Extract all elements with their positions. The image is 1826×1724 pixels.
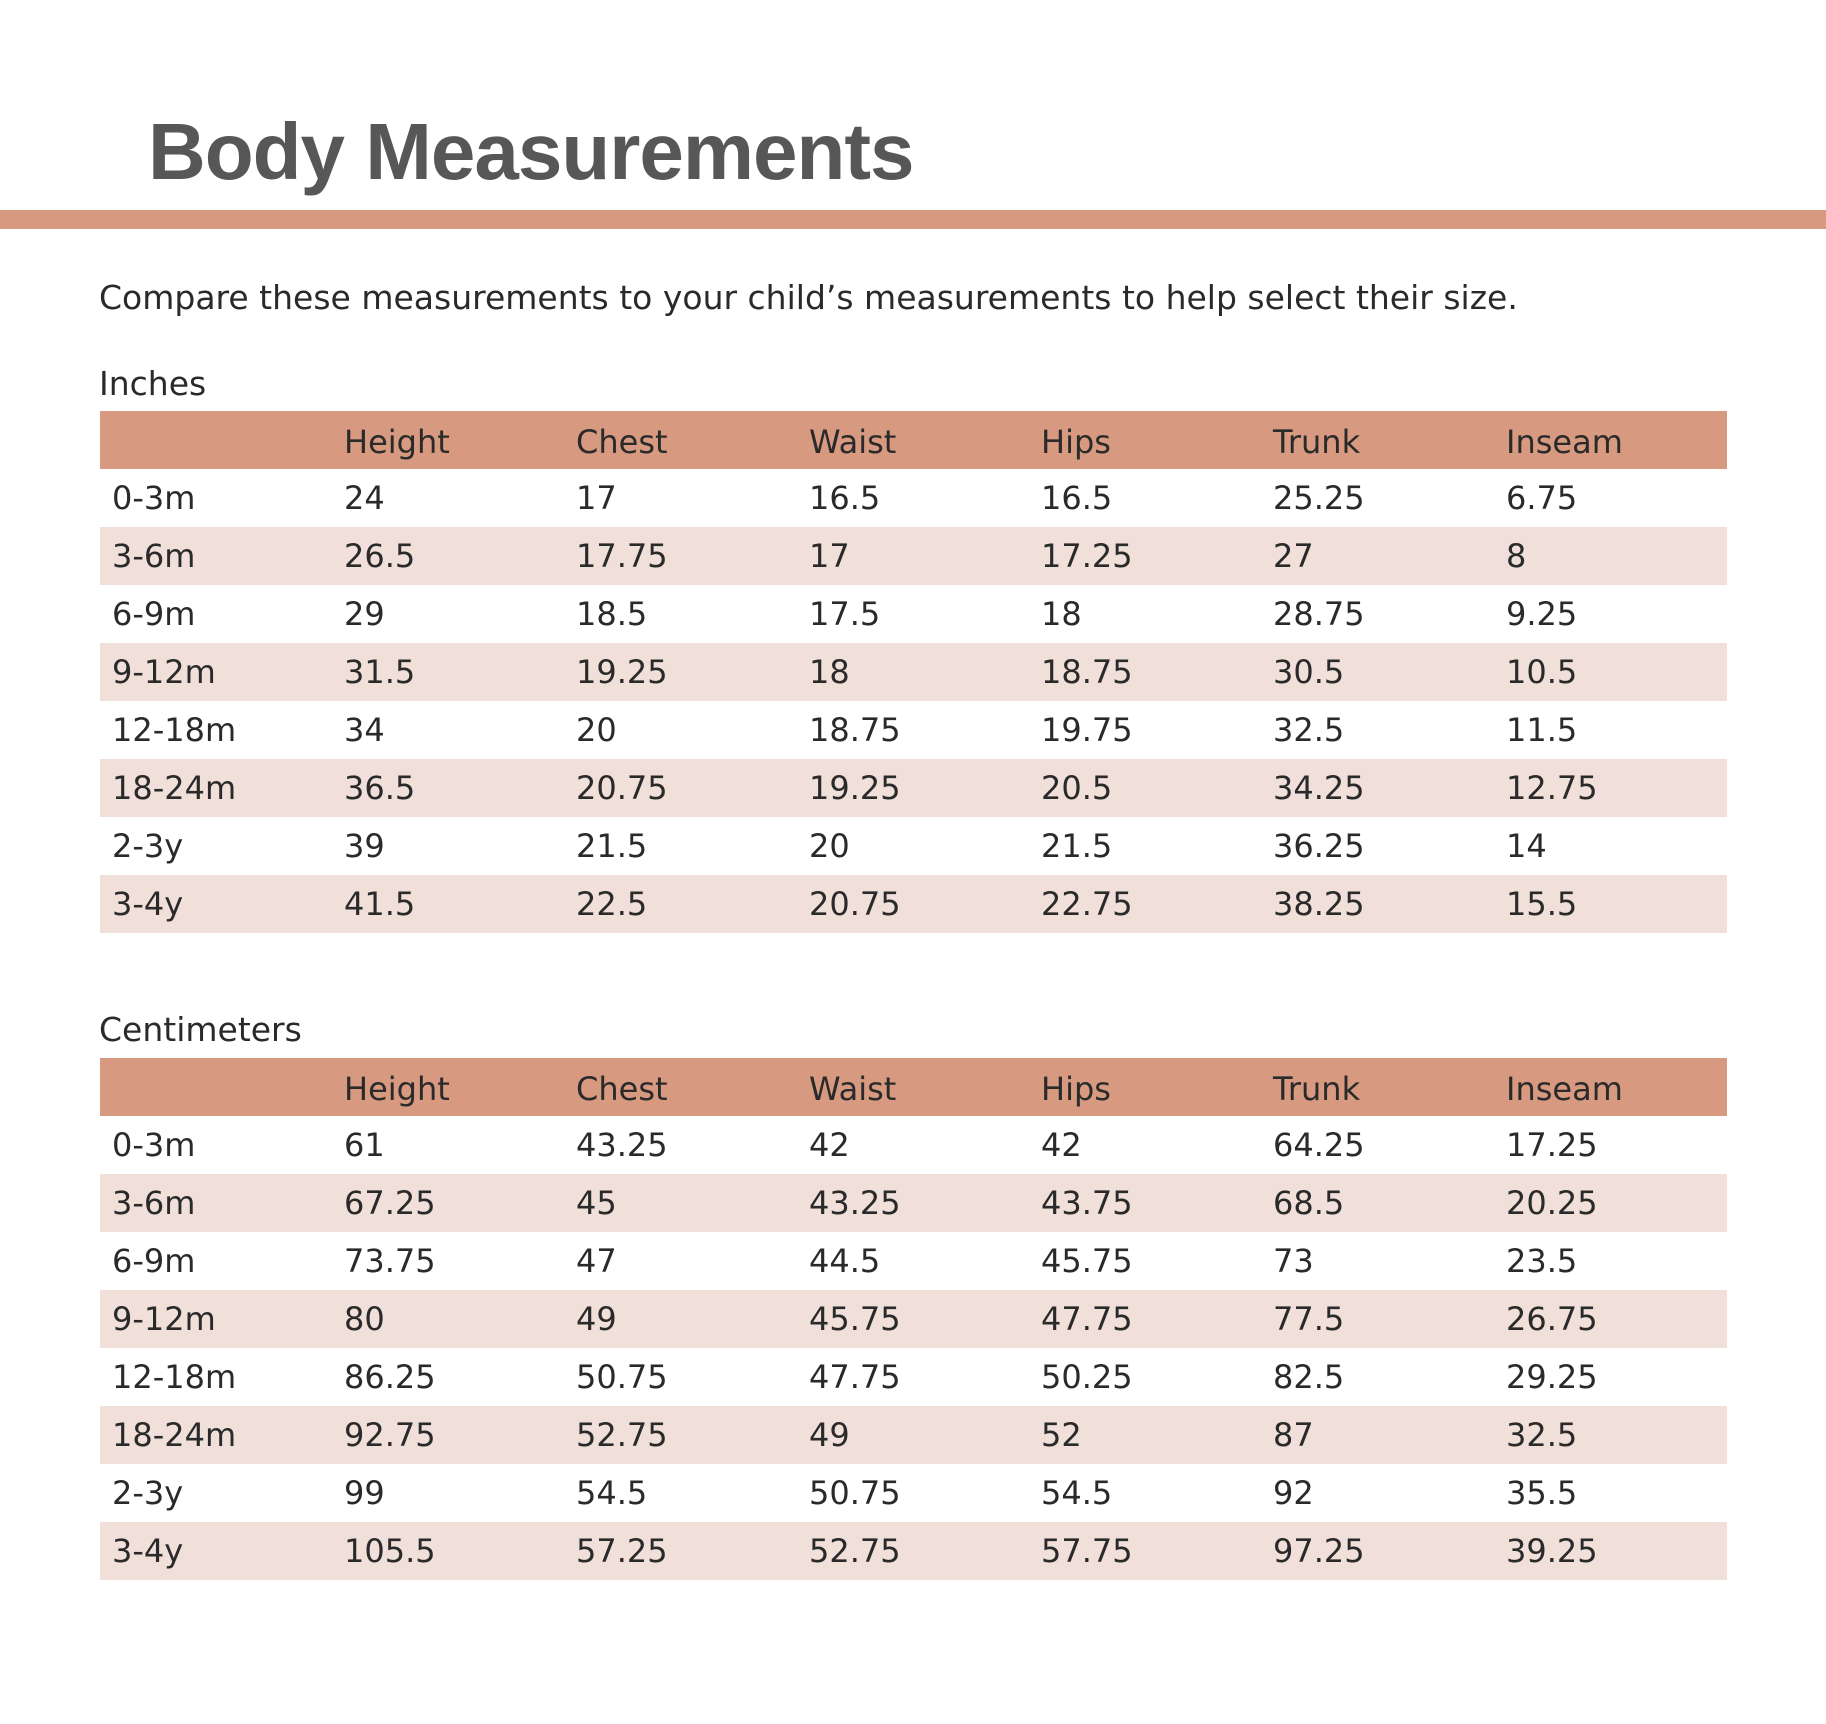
cell-inseam: 26.75 (1506, 1300, 1598, 1338)
cell-size: 18-24m (112, 1416, 237, 1454)
centimeters-table-body (100, 1116, 1727, 1580)
cell-height: 99 (344, 1474, 385, 1512)
cell-chest: 22.5 (576, 885, 648, 923)
cell-hips: 45.75 (1041, 1242, 1133, 1280)
inches-table-body (100, 469, 1727, 933)
cell-waist: 16.5 (809, 479, 881, 517)
table-row (100, 875, 1727, 933)
table-row (100, 1348, 1727, 1406)
cell-hips: 20.5 (1041, 769, 1113, 807)
cell-trunk: 32.5 (1273, 711, 1345, 749)
header-trunk: Trunk (1273, 423, 1361, 461)
cell-size: 12-18m (112, 711, 237, 749)
cell-inseam: 17.25 (1506, 1126, 1598, 1164)
cell-trunk: 92 (1273, 1474, 1314, 1512)
cell-trunk: 77.5 (1273, 1300, 1345, 1338)
cell-hips: 16.5 (1041, 479, 1113, 517)
cell-inseam: 12.75 (1506, 769, 1598, 807)
cell-size: 3-4y (112, 1532, 184, 1570)
cell-chest: 45 (576, 1184, 617, 1222)
table-row (100, 701, 1727, 759)
cell-hips: 17.25 (1041, 537, 1133, 575)
table-row (100, 1174, 1727, 1232)
cell-chest: 52.75 (576, 1416, 668, 1454)
centimeters-table (100, 1058, 1727, 1580)
cell-inseam: 11.5 (1506, 711, 1578, 749)
cell-inseam: 10.5 (1506, 653, 1578, 691)
cell-inseam: 15.5 (1506, 885, 1578, 923)
cell-trunk: 97.25 (1273, 1532, 1365, 1570)
cell-height: 26.5 (344, 537, 416, 575)
centimeters-label: Centimeters (99, 1010, 302, 1049)
table-row (100, 1406, 1727, 1464)
header-height: Height (344, 423, 450, 461)
cell-inseam: 20.25 (1506, 1184, 1598, 1222)
cell-waist: 49 (809, 1416, 850, 1454)
cell-waist: 45.75 (809, 1300, 901, 1338)
cell-chest: 43.25 (576, 1126, 668, 1164)
cell-waist: 47.75 (809, 1358, 901, 1396)
header-waist: Waist (809, 1070, 897, 1108)
header-height: Height (344, 1070, 450, 1108)
cell-hips: 21.5 (1041, 827, 1113, 865)
table-row (100, 759, 1727, 817)
cell-height: 67.25 (344, 1184, 436, 1222)
cell-inseam: 9.25 (1506, 595, 1578, 633)
cell-size: 18-24m (112, 769, 237, 807)
cell-waist: 17 (809, 537, 850, 575)
header-trunk: Trunk (1273, 1070, 1361, 1108)
cell-chest: 50.75 (576, 1358, 668, 1396)
cell-chest: 20 (576, 711, 617, 749)
cell-trunk: 87 (1273, 1416, 1314, 1454)
cell-waist: 19.25 (809, 769, 901, 807)
inches-table (100, 411, 1727, 933)
cell-size: 9-12m (112, 653, 216, 691)
cell-height: 86.25 (344, 1358, 436, 1396)
cell-height: 80 (344, 1300, 385, 1338)
cell-waist: 18 (809, 653, 850, 691)
cell-chest: 18.5 (576, 595, 648, 633)
table-row (100, 1522, 1727, 1580)
cell-inseam: 8 (1506, 537, 1527, 575)
centimeters-header-row (100, 1058, 1727, 1116)
cell-inseam: 32.5 (1506, 1416, 1578, 1454)
table-row (100, 1232, 1727, 1290)
cell-inseam: 14 (1506, 827, 1547, 865)
cell-trunk: 82.5 (1273, 1358, 1345, 1396)
cell-chest: 21.5 (576, 827, 648, 865)
header-hips: Hips (1041, 423, 1111, 461)
table-row (100, 1116, 1727, 1174)
cell-chest: 57.25 (576, 1532, 668, 1570)
cell-trunk: 25.25 (1273, 479, 1365, 517)
table-row (100, 643, 1727, 701)
cell-height: 61 (344, 1126, 385, 1164)
table-row (100, 469, 1727, 527)
cell-hips: 18 (1041, 595, 1082, 633)
cell-trunk: 27 (1273, 537, 1314, 575)
cell-waist: 20.75 (809, 885, 901, 923)
header-waist: Waist (809, 423, 897, 461)
cell-hips: 57.75 (1041, 1532, 1133, 1570)
cell-size: 3-6m (112, 537, 196, 575)
cell-size: 0-3m (112, 479, 196, 517)
cell-trunk: 64.25 (1273, 1126, 1365, 1164)
cell-waist: 20 (809, 827, 850, 865)
cell-inseam: 39.25 (1506, 1532, 1598, 1570)
table-row (100, 527, 1727, 585)
cell-waist: 18.75 (809, 711, 901, 749)
cell-size: 6-9m (112, 1242, 196, 1280)
cell-inseam: 23.5 (1506, 1242, 1578, 1280)
cell-waist: 50.75 (809, 1474, 901, 1512)
cell-size: 2-3y (112, 1474, 184, 1512)
cell-waist: 43.25 (809, 1184, 901, 1222)
cell-trunk: 73 (1273, 1242, 1314, 1280)
cell-chest: 19.25 (576, 653, 668, 691)
cell-height: 105.5 (344, 1532, 436, 1570)
cell-size: 3-4y (112, 885, 184, 923)
cell-size: 12-18m (112, 1358, 237, 1396)
table-row (100, 585, 1727, 643)
cell-size: 3-6m (112, 1184, 196, 1222)
cell-height: 41.5 (344, 885, 416, 923)
cell-hips: 19.75 (1041, 711, 1133, 749)
cell-trunk: 38.25 (1273, 885, 1365, 923)
cell-hips: 43.75 (1041, 1184, 1133, 1222)
header-size (100, 1058, 332, 1116)
cell-size: 6-9m (112, 595, 196, 633)
header-inseam: Inseam (1506, 423, 1623, 461)
cell-trunk: 30.5 (1273, 653, 1345, 691)
table-row (100, 1290, 1727, 1348)
header-size (100, 411, 332, 469)
cell-trunk: 34.25 (1273, 769, 1365, 807)
header-chest: Chest (576, 1070, 668, 1108)
cell-height: 34 (344, 711, 385, 749)
inches-header-row (100, 411, 1727, 469)
cell-chest: 20.75 (576, 769, 668, 807)
cell-inseam: 6.75 (1506, 479, 1578, 517)
cell-hips: 47.75 (1041, 1300, 1133, 1338)
header-hips: Hips (1041, 1070, 1111, 1108)
header-inseam: Inseam (1506, 1070, 1623, 1108)
cell-height: 24 (344, 479, 385, 517)
cell-inseam: 35.5 (1506, 1474, 1578, 1512)
cell-hips: 22.75 (1041, 885, 1133, 923)
cell-hips: 52 (1041, 1416, 1082, 1454)
inches-label: Inches (99, 364, 207, 403)
cell-hips: 50.25 (1041, 1358, 1133, 1396)
cell-hips: 54.5 (1041, 1474, 1113, 1512)
cell-waist: 17.5 (809, 595, 881, 633)
title-divider (0, 210, 1826, 229)
page-title: Body Measurements (148, 107, 914, 196)
table-row (100, 817, 1727, 875)
cell-waist: 42 (809, 1126, 850, 1164)
cell-size: 2-3y (112, 827, 184, 865)
cell-height: 36.5 (344, 769, 416, 807)
cell-height: 29 (344, 595, 385, 633)
cell-hips: 18.75 (1041, 653, 1133, 691)
cell-height: 92.75 (344, 1416, 436, 1454)
cell-chest: 54.5 (576, 1474, 648, 1512)
cell-chest: 17.75 (576, 537, 668, 575)
cell-inseam: 29.25 (1506, 1358, 1598, 1396)
cell-waist: 52.75 (809, 1532, 901, 1570)
cell-hips: 42 (1041, 1126, 1082, 1164)
cell-height: 39 (344, 827, 385, 865)
cell-height: 73.75 (344, 1242, 436, 1280)
cell-chest: 17 (576, 479, 617, 517)
cell-chest: 49 (576, 1300, 617, 1338)
cell-waist: 44.5 (809, 1242, 881, 1280)
cell-size: 9-12m (112, 1300, 216, 1338)
intro-text: Compare these measurements to your child’s measurements to help select their size. (99, 278, 1518, 317)
cell-trunk: 68.5 (1273, 1184, 1345, 1222)
cell-trunk: 36.25 (1273, 827, 1365, 865)
table-row (100, 1464, 1727, 1522)
cell-chest: 47 (576, 1242, 617, 1280)
cell-height: 31.5 (344, 653, 416, 691)
cell-size: 0-3m (112, 1126, 196, 1164)
header-chest: Chest (576, 423, 668, 461)
cell-trunk: 28.75 (1273, 595, 1365, 633)
